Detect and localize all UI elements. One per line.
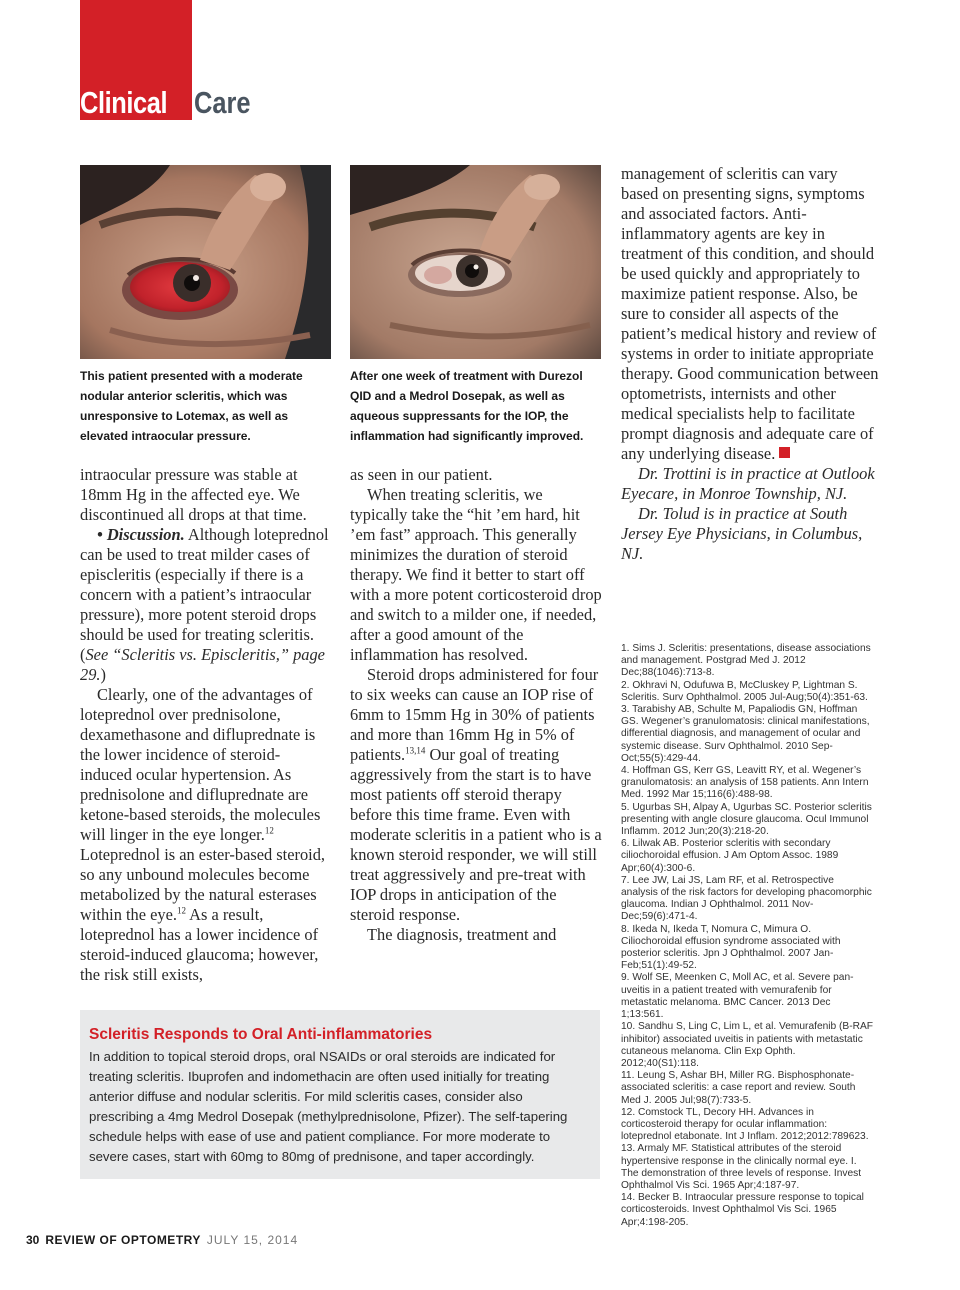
figure-caption-2: After one week of treatment with Durezol QID and a Medrol Dosepak, as well as aqueous suppressants for the IOP, the inflammation had significantly improved. [350,369,584,443]
citation-superscript: 12 [264,825,274,836]
magazine-name: REVIEW OF OPTOMETRY [45,1233,201,1247]
reference-item: 4. Hoffman GS, Kerr GS, Leavitt RY, et al. Wegener’s granulomatosis: an analysis of 158 patients. Ann Intern Med. 1992 Mar 15;116(6):488-98. [621,765,869,801]
reference-item: 10. Sandhu S, Ling C, Lim L, et al. Vemurafenib (B-RAF inhibitor) associated uveitis in patients with metastatic cutaneous melanoma. Clin Exp Ophth. 2012;40(S1):118. [621,1021,873,1069]
reference-item: 7. Lee JW, Lai JS, Lam RF, et al. Retrospective analysis of the risk factors for developing phacomorphic glaucoma. Indian J Ophthalmol. 2011 Nov-Dec;59(6):471-4. [621,874,872,923]
paragraph-text: Clearly, one of the advantages of loteprednol over prednisolone, dexamethasone and difluprednate is the lower incidence of steroid-induced ocular hypertension. As prednisolone and difluprednate are ketone-based steroids, the molecules will linger in the eye longer. [80,685,321,844]
reference-item: 8. Ikeda N, Ikeda T, Nomura C, Mimura O. Ciliochoroidal effusion syndrome associated with posterior scleritis. Jpn J Ophthalmol. 2007 Jan-Feb;51(1):49-52. [621,923,841,972]
citation-superscript: 13,14 [405,745,426,756]
reference-item: 14. Becker B. Intraocular pressure response to topical corticosteroids. Invest Ophthalmol Vis Sci. 1965 Apr;4:198-205. [621,1192,864,1228]
paragraph: When treating scleritis, we typically take the “hit ’em hard, hit ’em fast” approach. This generally minimizes the duration of steroid therapy. We find it better to start off with a more potent corticosteroid drop and switch to a milder one, if needed, after a good amount of the inflammation has resolved. [350,485,602,664]
reference-item: 5. Ugurbas SH, Alpay A, Ugurbas SC. Posterior scleritis presenting with angle closure glaucoma. Ocul Immunol Inflamm. 2012 Jun;20(3):218-20. [621,801,872,838]
sidebar-body: In addition to topical steroid drops, oral NSAIDs or oral steroids are indicated for treating scleritis. Ibuprofen and indomethacin are often used initially for treating anterior diffuse and nodular scleritis. For mild scleritis cases, consider also prescribing a 4mg Medrol Dosepak (methylprednisolone, Pfizer). The self-tapering schedule helps with ease of use and patient compliance. For more moderate to severe cases, start with 60mg to 80mg of prednisone, and taper accordingly. [89,1049,568,1164]
section-heading [80,84,263,120]
page-footer [26,1232,298,1248]
body-column-3 [621,164,879,564]
section-word-care: Care [194,85,251,120]
reference-item: 1. Sims J. Scleritis: presentations, disease associations and management. Postgrad Med J. 2012 Dec;88(1046):713-8. [621,643,871,679]
reference-item: 11. Leung S, Ashar BH, Miller RG. Bisphosphonate-associated scleritis: a case report and review. South Med J. 2005 Jul;98(7):733-5. [621,1070,856,1106]
paragraph-text: management of scleritis can vary based on presenting signs, symptoms and associated factors. Anti-inflammatory agents are key in treatment of this condition, and should be used quickly and appropriately to maximize patient response. Also, be sure to consider all aspects of the patient’s medical history and review of systems in order to initiate appropriate therapy. Good communication between optometrists, internists and other medical specialists help to facilitate prompt diagnosis and adequate care of any underlying disease. [621,164,879,463]
page-number: 30 [26,1233,40,1247]
references-list [621,643,873,1229]
paragraph [80,685,332,985]
reference-item: 2. Okhravi N, Odufuwa B, McCluskey P, Lightman S. Scleritis. Surv Ophthalmol. 2005 Jul-Aug;50(4):351-63. [621,679,868,703]
issue-date: JULY 15, 2014 [206,1233,299,1247]
paragraph-text: As a result, loteprednol has a lower incidence of steroid-induced glaucoma; however, the risk still exists, [80,905,319,984]
reference-item: 3. Tarabishy AB, Schulte M, Papaliodis GN, Hoffman GS. Wegener’s granulomatosis: clinical manifestations, differential diagnosis, and management of ocular and systemic disease. Surv Ophthalmol. 2010 Sep-Oct;55(5):429-44. [621,704,870,764]
discussion-lead: • Discussion. [97,525,185,544]
paragraph-discussion [80,525,332,685]
citation-superscript: 12 [176,905,186,916]
body-column-1 [80,465,332,985]
paragraph-text: Our goal of treating aggressively from the start is to have most patients off steroid therapy before this time frame. Even with moderate scleritis in a patient who is a known steroid responder, we will still treat aggressively and pre-treat with IOP drops in anticipation of the steroid response. [350,745,602,924]
figure-photo-inflamed-eye [80,165,331,359]
author-bio-2: Dr. Tolud is in practice at South Jersey Eye Physicians, in Columbus, NJ. [621,504,863,563]
reference-item: 6. Lilwak AB. Posterior scleritis with secondary ciliochoroidal effusion. J Am Optom Assoc. 1989 Apr;60(4):300-6. [621,838,839,874]
paragraph: intraocular pressure was stable at 18mm Hg in the affected eye. We discontinued all drops at that time. [80,465,307,524]
figure-photo-improved-eye [350,165,601,359]
paragraph [621,164,879,464]
reference-item: 13. Armaly MF. Statistical attributes of the steroid hypertensive response in the clinically normal eye. I. The demonstration of three levels of response. Invest Ophthalmol Vis Sci. 1965 Apr;4:187-97. [621,1143,862,1191]
author-bio-1: Dr. Trottini is in practice at Outlook Eyecare, in Monroe Township, NJ. [621,464,875,503]
cross-reference: See “Scleritis vs. Episcleritis,” page 29. [80,645,325,684]
paragraph-text: Steroid drops administered for four to six weeks can cause an IOP rise of 6mm to 15mm Hg in 30% of patients and more than 16mm Hg in 5% of patients. [350,665,599,764]
reference-item: 12. Comstock TL, Decory HH. Advances in corticosteroid therapy for ocular inflammation: loteprednol etabonate. Int J Inflam. 2012;2012:789623. [621,1106,869,1143]
paragraph-text: Although loteprednol can be used to treat milder cases of episcleritis (especially if there is a concern with a patient’s intraocular pressure), more potent steroid drops should be used for treating scleritis. ( [80,525,329,664]
paragraph [350,665,602,925]
reference-item: 9. Wolf SE, Meenken C, Moll AC, et al. Severe pan-uveitis in a patient treated with vemurafenib for metastatic melanoma. BMC Cancer. 2013 Dec 1;13:561. [621,972,854,1021]
end-of-article-mark [779,447,790,458]
paragraph: The diagnosis, treatment and [367,925,557,944]
paragraph-text: Loteprednol is an ester-based steroid, so any unbound molecules become metabolized by the natural esterases within the eye. [80,845,325,924]
sidebar-title: Scleritis Responds to Oral Anti-inflammatories [89,1026,433,1043]
sidebar-box [80,1010,600,1179]
paragraph-text: ) [100,665,106,684]
section-word-clinical: Clinical [80,85,168,120]
paragraph: as seen in our patient. [350,465,493,484]
body-column-2 [350,465,602,945]
figure-caption-1: This patient presented with a moderate nodular anterior scleritis, which was unresponsive to Lotemax, as well as elevated intraocular pressure. [80,369,303,443]
